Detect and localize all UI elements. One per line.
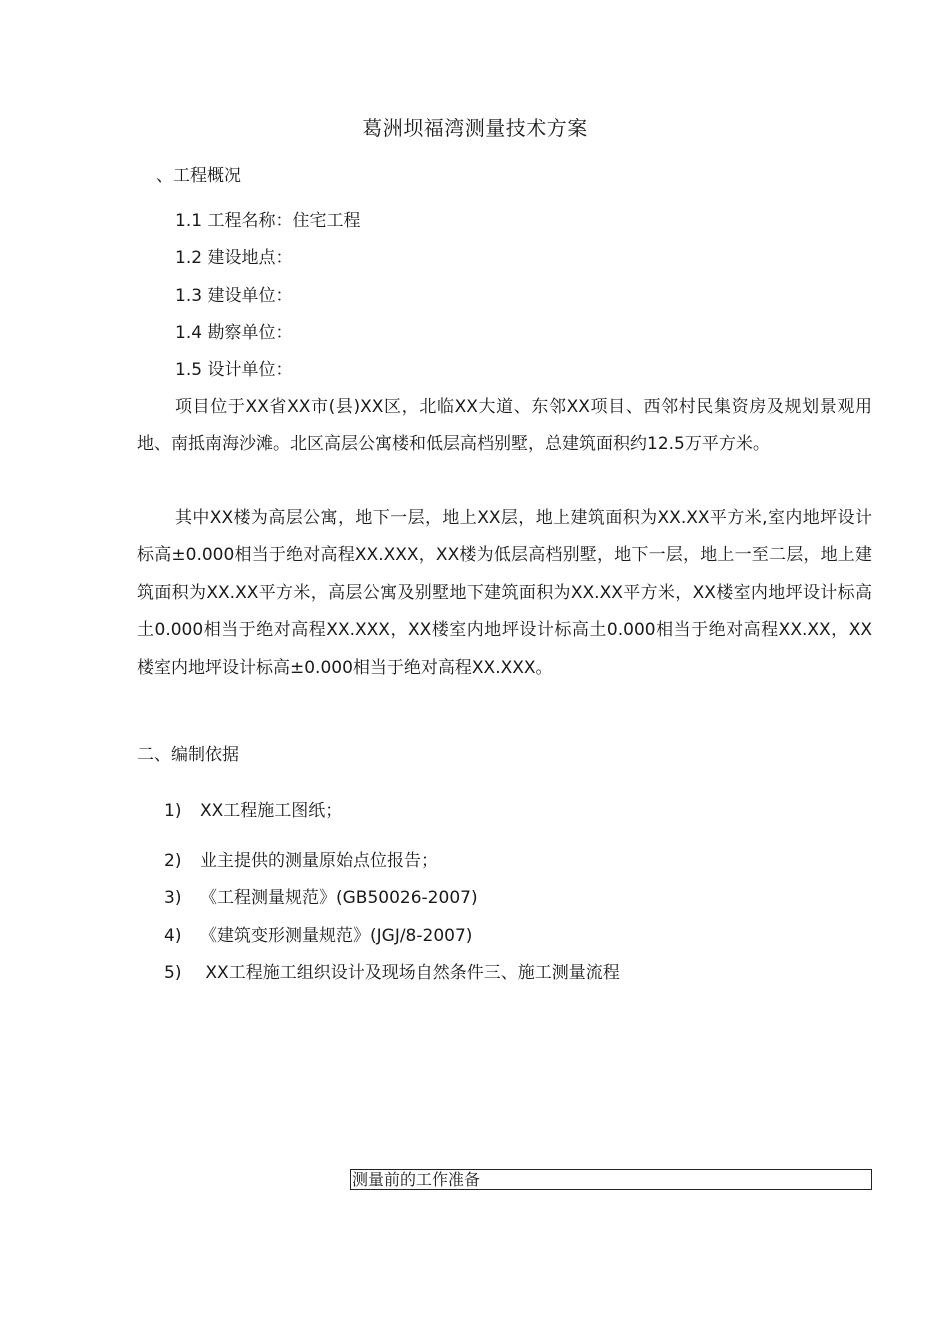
project-info-name: 1.1 工程名称：住宅工程 [175,211,361,231]
list-item [164,849,438,873]
section-heading-project-overview: 、工程概况 [156,166,241,186]
project-info-owner: 1.3 建设单位： [175,286,293,306]
list-item [164,799,342,823]
list-number: 4) [164,926,182,946]
list-text: XX工程施工图纸； [200,801,343,821]
list-text: 业主提供的测量原始点位报告； [200,851,438,871]
list-number: 5) [164,963,182,983]
project-info-location: 1.2 建设地点： [175,248,293,268]
project-location-paragraph: 项目位于XX省XX市(县)XX区，北临XX大道、东邻XX项目、西邻村民集资房及规划景观用地、南抵南海沙滩。北区高层公寓楼和低层高档别墅，总建筑面积约12.5万平方米。 [137,397,872,455]
list-item [164,924,472,948]
list-text: 《工程测量规范》(GB50026-2007) [200,888,478,908]
list-item [164,961,620,985]
section-heading-basis: 二、编制依据 [137,745,239,765]
project-info-design-unit: 1.5 设计单位： [175,360,293,380]
list-number: 3) [164,888,182,908]
flowchart-box-preparation: 测量前的工作准备 [350,1169,872,1190]
building-details-paragraph: 其中XX楼为高层公寓，地下一层，地上XX层，地上建筑面积为XX.XX平方米,室内地坪设计标高±0.000相当于绝对高程XX.XXX，XX楼为低层高档别墅，地下一层，地上一至二层，地上建筑面积为XX.XX平方米，高层公寓及别墅地下建筑面积为XX.XX平方米，XX楼室内地坪设计标高土0.000相当于绝对高程XX.XXX，XX楼室内地坪设计标高土0.000相当于绝对高程XX.XX，XX楼室内地坪设计标高±0.000相当于绝对高程XX.XXX。 [137,508,872,678]
project-info-survey-unit: 1.4 勘察单位： [175,323,293,343]
list-number: 1) [164,801,182,821]
list-text: 《建筑变形测量规范》(JGJ/8-2007) [200,926,473,946]
list-number: 2) [164,851,182,871]
document-title: 葛洲坝福湾测量技术方案 [362,116,588,140]
list-text: XX工程施工组织设计及现场自然条件三、施工测量流程 [200,963,620,983]
list-item [164,886,478,910]
